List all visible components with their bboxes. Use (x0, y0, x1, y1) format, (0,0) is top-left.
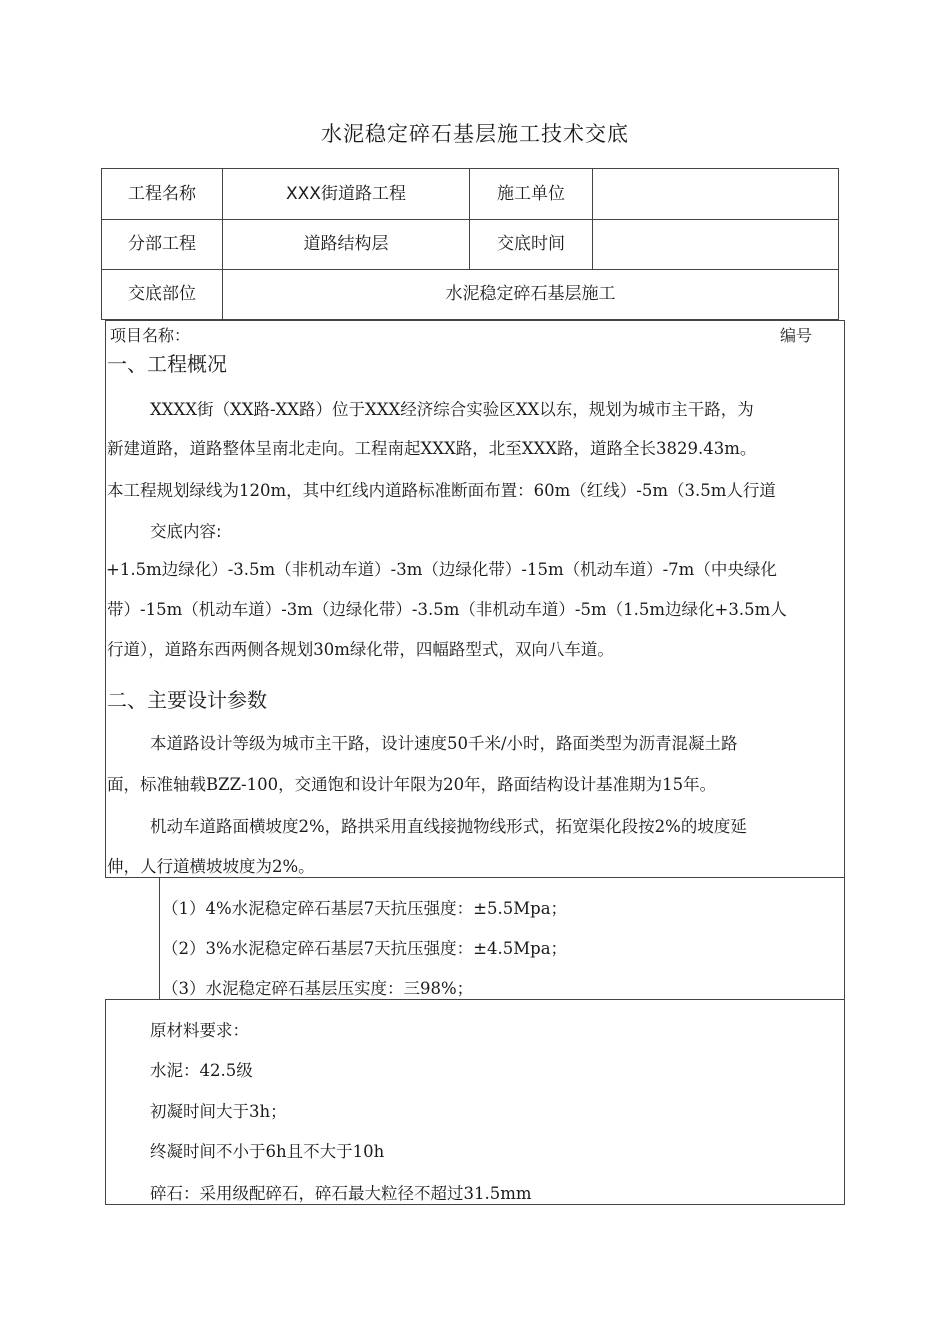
label-disclosure-time: 交底时间 (497, 234, 565, 254)
label-construction-unit: 施工单位 (497, 184, 565, 204)
value-project-name: XXX街道路工程 (286, 184, 406, 204)
design-line-4: 伸，人行道横坡坡度为2%。 (107, 857, 315, 876)
value-construction-unit (593, 169, 838, 219)
project-name-label: 项目名称： (110, 326, 191, 345)
overview-line-1: XXXX街（XX路-XX路）位于XXX经济综合实验区XX以东，规划为城市主干路，为 (150, 400, 754, 419)
design-line-2: 面，标准轴载BZZ-100，交通饱和设计年限为20年，路面结构设计基准期为15年。 (107, 775, 717, 794)
materials-cement: 水泥：42.5级 (150, 1061, 253, 1080)
overview-line-5: 带）-15m（机动车道）-3m（边绿化带）-3.5m（非机动车道）-5m（1.5m边绿化+3.5m人 (107, 600, 787, 619)
header-table (101, 168, 839, 320)
section-heading-design-params: 二、主要设计参数 (107, 688, 267, 712)
materials-heading: 原材料要求： (150, 1021, 249, 1040)
label-disclosure-part: 交底部位 (128, 284, 196, 304)
materials-gravel: 碎石：采用级配碎石，碎石最大粒径不超过31.5mm (150, 1184, 532, 1203)
serial-number-label: 编号 (780, 326, 813, 345)
strength-item-2: （2）3%水泥稳定碎石基层7天抗压强度：±4.5Mpa； (162, 939, 568, 958)
overview-line-6: 行道），道路东西两侧各规划30m绿化带，四幅路型式，双向八车道。 (107, 640, 614, 659)
design-line-1: 本道路设计等级为城市主干路，设计速度50千米/小时，路面类型为沥青混凝土路 (150, 734, 738, 753)
label-division: 分部工程 (128, 234, 196, 254)
overview-line-2: 新建道路，道路整体呈南北走向。工程南起XXX路，北至XXX路，道路全长3829.43m。 (107, 439, 757, 458)
materials-initial-set: 初凝时间大于3h； (150, 1102, 287, 1121)
document-title: 水泥稳定碎石基层施工技术交底 (321, 122, 629, 146)
value-disclosure-time (593, 219, 838, 269)
value-disclosure-part: 水泥稳定碎石基层施工 (445, 284, 616, 304)
header-row-2 (102, 219, 838, 270)
header-row-1 (102, 169, 838, 220)
disclosure-content-label: 交底内容: (150, 522, 222, 541)
label-project-name: 工程名称 (128, 184, 196, 204)
strength-item-3: （3）水泥稳定碎石基层压实度：三98%； (162, 979, 474, 998)
overview-line-3: 本工程规划绿线为120m，其中红线内道路标准断面布置：60m（红线）-5m（3.5m人行道 (107, 481, 776, 500)
header-row-3 (102, 269, 838, 319)
value-division: 道路结构层 (303, 234, 389, 254)
design-line-3: 机动车道路面横坡度2%，路拱采用直线接抛物线形式，拓宽渠化段按2%的坡度延 (150, 817, 747, 836)
section-heading-overview: 一、工程概况 (107, 352, 227, 376)
overview-line-4: +1.5m边绿化）-3.5m（非机动车道）-3m（边绿化带）-15m（机动车道）-7m（中央绿化 (106, 560, 777, 579)
strength-item-1: （1）4%水泥稳定碎石基层7天抗压强度：±5.5Mpa； (162, 899, 568, 918)
materials-final-set: 终凝时间不小于6h且不大于10h (150, 1142, 385, 1161)
